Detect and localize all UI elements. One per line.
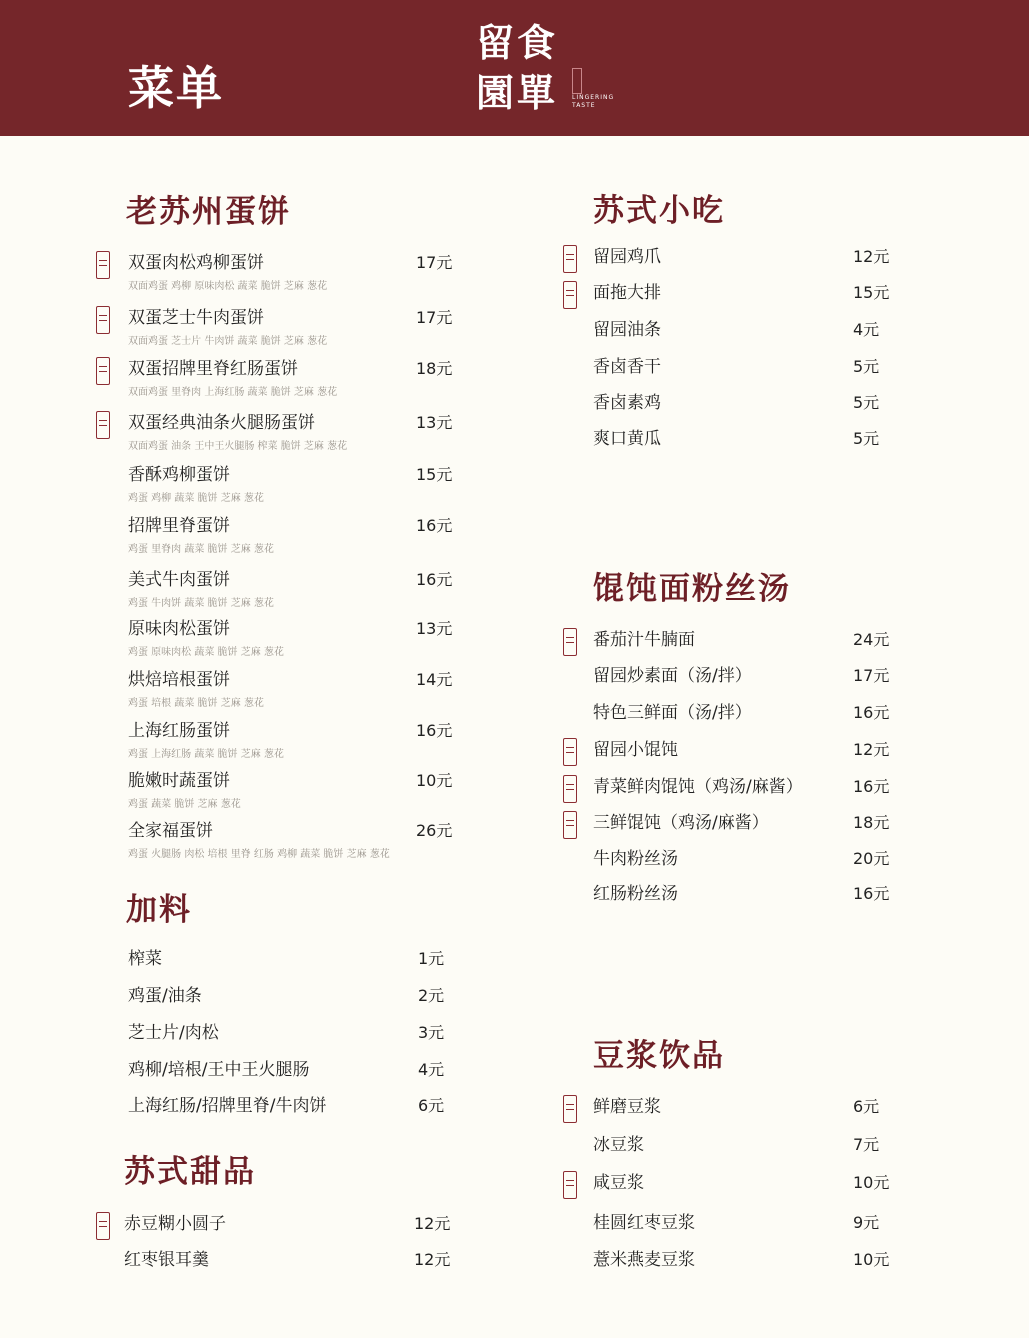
menu-item-name: 咸豆浆: [593, 1173, 644, 1193]
logo: [476, 18, 576, 118]
recommended-seal-icon: [563, 738, 577, 766]
menu-item-price: 10元: [853, 1250, 890, 1269]
menu-item-price: 16元: [853, 884, 890, 903]
recommended-seal-icon: [563, 245, 577, 273]
menu-item-name: 面拖大排: [593, 283, 661, 303]
menu-item-name: 留园小馄饨: [593, 740, 678, 760]
menu-item-name: 留园炒素面（汤/拌）: [593, 666, 752, 686]
menu-item-name: 芝士片/肉松: [128, 1023, 219, 1043]
menu-item-price: 18元: [853, 813, 890, 832]
menu-item-name: 双蛋芝士牛肉蛋饼: [128, 308, 264, 328]
menu-item-price: 6元: [853, 1097, 880, 1116]
menu-item-price: 12元: [414, 1250, 451, 1269]
menu-item-name: 鲜磨豆浆: [593, 1097, 661, 1117]
menu-item-price: 5元: [853, 357, 880, 376]
section-title: 苏式小吃: [593, 193, 725, 229]
menu-item-description: 鸡蛋 上海红肠 蔬菜 脆饼 芝麻 葱花: [128, 749, 284, 760]
menu-item-price: 15元: [853, 283, 890, 302]
menu-item-price: 17元: [416, 308, 453, 327]
menu-item-name: 香卤素鸡: [593, 393, 661, 413]
recommended-seal-icon: [96, 251, 110, 279]
menu-item-name: 脆嫩时蔬蛋饼: [128, 771, 230, 791]
menu-item-price: 17元: [416, 253, 453, 272]
menu-item-price: 12元: [853, 247, 890, 266]
menu-item-name: 榨菜: [128, 949, 162, 969]
menu-item-price: 16元: [853, 703, 890, 722]
menu-item-name: 特色三鲜面（汤/拌）: [593, 703, 752, 723]
menu-item-name: 招牌里脊蛋饼: [128, 516, 230, 536]
menu-item-name: 牛肉粉丝汤: [593, 849, 678, 869]
menu-item-description: 双面鸡蛋 鸡柳 原味肉松 蔬菜 脆饼 芝麻 葱花: [128, 281, 328, 292]
menu-item-price: 5元: [853, 429, 880, 448]
menu-item-price: 10元: [853, 1173, 890, 1192]
recommended-seal-icon: [563, 1171, 577, 1199]
menu-item-name: 冰豆浆: [593, 1135, 644, 1155]
menu-item-name: 烘焙培根蛋饼: [128, 670, 230, 690]
recommended-seal-icon: [563, 811, 577, 839]
logo-line-1: 留食: [476, 20, 559, 65]
menu-item-price: 1元: [418, 949, 445, 968]
menu-item-name: 香卤香干: [593, 357, 661, 377]
menu-item-description: 鸡蛋 鸡柳 蔬菜 脆饼 芝麻 葱花: [128, 493, 264, 504]
menu-item-name: 桂圆红枣豆浆: [593, 1213, 695, 1233]
recommended-seal-icon: [563, 1095, 577, 1123]
logo-line-2: 園單: [476, 70, 559, 115]
menu-item-name: 薏米燕麦豆浆: [593, 1250, 695, 1270]
logo-en-line-1: LINGERING: [572, 94, 615, 101]
menu-item-name: 留园油条: [593, 320, 661, 340]
menu-item-name: 全家福蛋饼: [128, 821, 213, 841]
logo-en-line-2: TASTE: [572, 102, 596, 109]
menu-title: 菜单: [128, 61, 224, 115]
menu-item-name: 香酥鸡柳蛋饼: [128, 465, 230, 485]
menu-item-price: 4元: [418, 1060, 445, 1079]
menu-item-name: 赤豆糊小圆子: [124, 1214, 226, 1234]
logo-seal-icon: [572, 68, 582, 94]
menu-item-price: 16元: [853, 777, 890, 796]
recommended-seal-icon: [96, 1212, 110, 1240]
menu-item-description: 鸡蛋 牛肉饼 蔬菜 脆饼 芝麻 葱花: [128, 598, 274, 609]
menu-item-name: 上海红肠/招牌里脊/牛肉饼: [128, 1096, 327, 1116]
recommended-seal-icon: [563, 281, 577, 309]
menu-item-price: 16元: [416, 570, 453, 589]
recommended-seal-icon: [96, 357, 110, 385]
menu-item-price: 2元: [418, 986, 445, 1005]
recommended-seal-icon: [563, 775, 577, 803]
menu-item-description: 鸡蛋 培根 蔬菜 脆饼 芝麻 葱花: [128, 698, 264, 709]
menu-item-description: 双面鸡蛋 油条 王中王火腿肠 榨菜 脆饼 芝麻 葱花: [128, 441, 348, 452]
menu-item-price: 13元: [416, 413, 453, 432]
menu-item-description: 双面鸡蛋 芝士片 牛肉饼 蔬菜 脆饼 芝麻 葱花: [128, 336, 328, 347]
menu-item-price: 12元: [853, 740, 890, 759]
menu-item-price: 9元: [853, 1213, 880, 1232]
menu-item-description: 双面鸡蛋 里脊肉 上海红肠 蔬菜 脆饼 芝麻 葱花: [128, 387, 338, 398]
menu-item-name: 原味肉松蛋饼: [128, 619, 230, 639]
menu-item-price: 16元: [416, 721, 453, 740]
recommended-seal-icon: [96, 411, 110, 439]
menu-item-price: 15元: [416, 465, 453, 484]
menu-item-price: 3元: [418, 1023, 445, 1042]
section-title: 豆浆饮品: [593, 1038, 725, 1074]
menu-item-price: 13元: [416, 619, 453, 638]
menu-item-name: 鸡柳/培根/王中王火腿肠: [128, 1060, 310, 1080]
menu-item-description: 鸡蛋 里脊肉 蔬菜 脆饼 芝麻 葱花: [128, 544, 274, 555]
menu-item-name: 美式牛肉蛋饼: [128, 570, 230, 590]
menu-item-name: 双蛋肉松鸡柳蛋饼: [128, 253, 264, 273]
menu-item-description: 鸡蛋 原味肉松 蔬菜 脆饼 芝麻 葱花: [128, 647, 284, 658]
recommended-seal-icon: [96, 306, 110, 334]
section-title: 馄饨面粉丝汤: [593, 571, 791, 607]
menu-item-name: 留园鸡爪: [593, 247, 661, 267]
menu-item-price: 20元: [853, 849, 890, 868]
section-title: 苏式甜品: [124, 1154, 256, 1190]
menu-item-name: 番茄汁牛腩面: [593, 630, 695, 650]
menu-item-price: 26元: [416, 821, 453, 840]
menu-item-name: 双蛋经典油条火腿肠蛋饼: [128, 413, 315, 433]
menu-item-price: 24元: [853, 630, 890, 649]
menu-item-name: 上海红肠蛋饼: [128, 721, 230, 741]
menu-item-price: 16元: [416, 516, 453, 535]
menu-item-name: 爽口黄瓜: [593, 429, 661, 449]
menu-item-price: 10元: [416, 771, 453, 790]
section-title: 老苏州蛋饼: [126, 194, 291, 230]
menu-item-description: 鸡蛋 蔬菜 脆饼 芝麻 葱花: [128, 799, 241, 810]
menu-item-price: 17元: [853, 666, 890, 685]
menu-item-price: 12元: [414, 1214, 451, 1233]
menu-item-price: 5元: [853, 393, 880, 412]
menu-item-price: 18元: [416, 359, 453, 378]
menu-item-price: 6元: [418, 1096, 445, 1115]
header-banner: [0, 0, 1029, 136]
menu-item-price: 14元: [416, 670, 453, 689]
menu-item-name: 红肠粉丝汤: [593, 884, 678, 904]
menu-item-price: 4元: [853, 320, 880, 339]
logo-english: [572, 94, 614, 110]
menu-item-name: 鸡蛋/油条: [128, 986, 202, 1006]
recommended-seal-icon: [563, 628, 577, 656]
menu-item-name: 青菜鲜肉馄饨（鸡汤/麻酱）: [593, 777, 803, 797]
menu-item-description: 鸡蛋 火腿肠 肉松 培根 里脊 红肠 鸡柳 蔬菜 脆饼 芝麻 葱花: [128, 849, 390, 860]
section-title: 加料: [126, 892, 192, 928]
menu-item-name: 三鲜馄饨（鸡汤/麻酱）: [593, 813, 769, 833]
menu-item-name: 红枣银耳羹: [124, 1250, 209, 1270]
menu-item-price: 7元: [853, 1135, 880, 1154]
menu-item-name: 双蛋招牌里脊红肠蛋饼: [128, 359, 298, 379]
